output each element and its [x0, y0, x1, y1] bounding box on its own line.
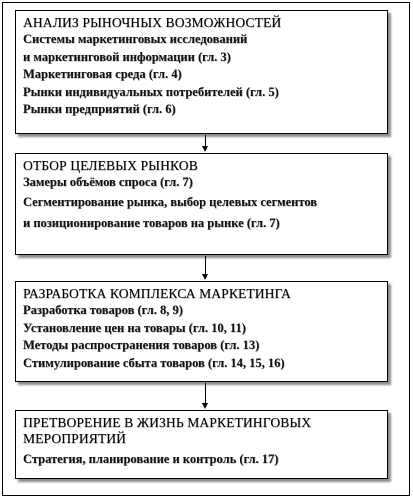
- block-item: Методы распространения товаров (гл. 13): [23, 338, 260, 352]
- block-item: Маркетинговая среда (гл. 4): [23, 67, 182, 81]
- connector-line: [205, 383, 206, 403]
- block-item: Стратегия, планирование и контроль (гл. 17): [23, 452, 279, 466]
- block-item: Замеры объёмов спроса (гл. 7): [23, 175, 193, 189]
- block-title: АНАЛИЗ РЫНОЧНЫХ ВОЗМОЖНОСТЕЙ: [23, 15, 282, 30]
- block-title: ПРЕТВОРЕНИЕ В ЖИЗНЬ МАРКЕТИНГОВЫХ: [23, 415, 312, 430]
- block-item: Системы маркетинговых исследований: [23, 32, 248, 46]
- block-item: Рынки предприятий (гл. 6): [23, 102, 176, 116]
- block-item: Разработка товаров (гл. 8, 9): [23, 303, 183, 317]
- block-target-markets: [15, 153, 388, 255]
- block-item: Сегментирование рынка, выбор целевых сегментов: [23, 194, 318, 209]
- connector-line: [205, 135, 206, 146]
- block-item: Стимулирование сбыта товаров (гл. 14, 15, 16): [23, 355, 285, 370]
- arrow-down-icon: [202, 146, 208, 152]
- block-item: и маркетинговой информации (гл. 3): [23, 49, 231, 64]
- block-title: ОТБОР ЦЕЛЕВЫХ РЫНКОВ: [23, 158, 198, 173]
- block-title-continued: МЕРОПРИЯТИЙ: [23, 431, 127, 446]
- block-implementation: [15, 410, 388, 479]
- block-item: Установление цен на товары (гл. 10, 11): [23, 320, 246, 335]
- block-market-analysis: [15, 10, 388, 134]
- arrow-down-icon: [202, 403, 208, 409]
- block-marketing-mix: [15, 281, 388, 382]
- block-item: и позиционирование товаров на рынке (гл. 7): [23, 215, 280, 230]
- arrow-down-icon: [202, 274, 208, 280]
- connector-line: [205, 256, 206, 274]
- block-item: Рынки индивидуальных потребителей (гл. 5): [23, 84, 279, 99]
- block-title: РАЗРАБОТКА КОМПЛЕКСА МАРКЕТИНГА: [23, 286, 291, 301]
